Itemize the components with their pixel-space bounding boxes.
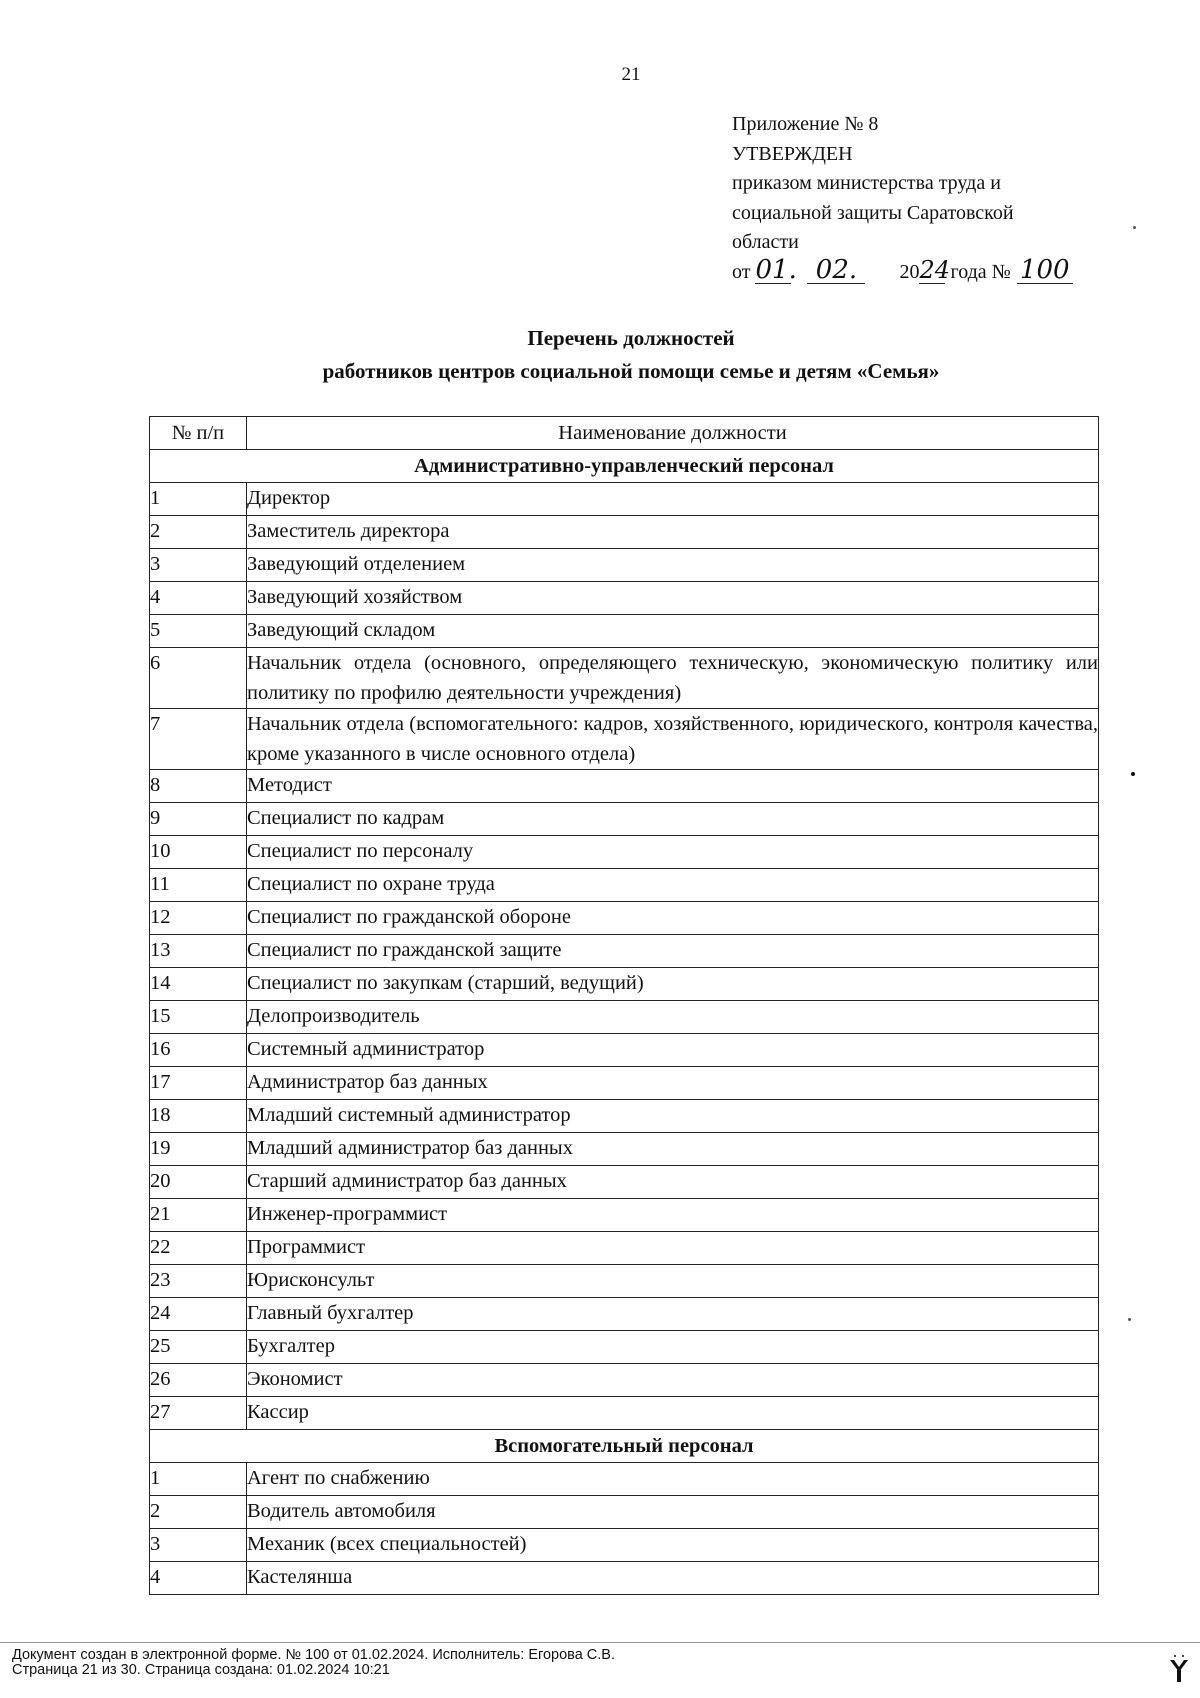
appendix-label: Приложение № 8 bbox=[732, 113, 879, 135]
row-number: 11 bbox=[150, 869, 247, 902]
table-row bbox=[150, 1496, 1099, 1529]
approval-block bbox=[732, 110, 1073, 288]
table-row bbox=[150, 1298, 1099, 1331]
scan-speck bbox=[1133, 226, 1136, 229]
row-position-name: Администратор баз данных bbox=[247, 1067, 1099, 1100]
row-number: 9 bbox=[150, 803, 247, 836]
table-row bbox=[150, 803, 1099, 836]
header-number: № п/п bbox=[150, 417, 247, 450]
row-number: 1 bbox=[150, 1463, 247, 1496]
scan-speck bbox=[1128, 1318, 1131, 1321]
row-number: 3 bbox=[150, 1529, 247, 1562]
table-row bbox=[150, 1199, 1099, 1232]
order-date-line bbox=[732, 254, 1073, 288]
handwritten-month: 02. bbox=[807, 257, 865, 284]
row-number: 1 bbox=[150, 483, 247, 516]
table-row bbox=[150, 935, 1099, 968]
footer-divider bbox=[0, 1642, 1200, 1643]
page-number: 21 bbox=[621, 64, 641, 85]
table-row bbox=[150, 1331, 1099, 1364]
row-number: 10 bbox=[150, 836, 247, 869]
section-row bbox=[150, 450, 1099, 483]
order-line-1: приказом министерства труда и bbox=[732, 172, 1001, 194]
row-position-name: Агент по снабжению bbox=[247, 1463, 1099, 1496]
row-number: 7 bbox=[150, 709, 247, 770]
title-line-2: работников центров социальной помощи семье и детям «Семья» bbox=[322, 359, 940, 383]
table-row bbox=[150, 483, 1099, 516]
row-number: 4 bbox=[150, 1562, 247, 1595]
footer-line-1: Документ создан в электронной форме. № 100 от 01.02.2024. Исполнитель: Егорова С.В. bbox=[12, 1647, 616, 1663]
row-number: 4 bbox=[150, 582, 247, 615]
row-number: 27 bbox=[150, 1397, 247, 1430]
year-word: года № bbox=[950, 260, 1011, 283]
row-position-name: Младший системный администратор bbox=[247, 1100, 1099, 1133]
row-position-name: Специалист по закупкам (старший, ведущий) bbox=[247, 968, 1099, 1001]
table-row bbox=[150, 1364, 1099, 1397]
row-position-name: Методист bbox=[247, 770, 1099, 803]
row-number: 20 bbox=[150, 1166, 247, 1199]
row-number: 19 bbox=[150, 1133, 247, 1166]
row-number: 23 bbox=[150, 1265, 247, 1298]
document-title bbox=[0, 322, 1200, 388]
row-position-name: Инженер-программист bbox=[247, 1199, 1099, 1232]
table-row bbox=[150, 1265, 1099, 1298]
table-row bbox=[150, 1166, 1099, 1199]
row-number: 16 bbox=[150, 1034, 247, 1067]
table-row bbox=[150, 1463, 1099, 1496]
table-row bbox=[150, 902, 1099, 935]
row-number: 26 bbox=[150, 1364, 247, 1397]
date-prefix: от bbox=[732, 260, 751, 283]
table-row bbox=[150, 1100, 1099, 1133]
row-number: 6 bbox=[150, 648, 247, 709]
table-row bbox=[150, 648, 1099, 709]
footer-line-2: Страница 21 из 30. Страница создана: 01.02.2024 10:21 bbox=[12, 1662, 390, 1678]
row-number: 2 bbox=[150, 1496, 247, 1529]
row-number: 17 bbox=[150, 1067, 247, 1100]
row-position-name: Специалист по гражданской обороне bbox=[247, 902, 1099, 935]
row-position-name: Специалист по охране труда bbox=[247, 869, 1099, 902]
row-position-name: Главный бухгалтер bbox=[247, 1298, 1099, 1331]
table-row bbox=[150, 1067, 1099, 1100]
row-number: 15 bbox=[150, 1001, 247, 1034]
table-row bbox=[150, 968, 1099, 1001]
row-position-name: Водитель автомобиля bbox=[247, 1496, 1099, 1529]
handwritten-day: 01. bbox=[755, 254, 797, 285]
table-row bbox=[150, 1034, 1099, 1067]
table-row bbox=[150, 582, 1099, 615]
table-row bbox=[150, 869, 1099, 902]
row-position-name: Начальник отдела (основного, определяющего техническую, экономическую политику или политику по профилю деятельности учреждения) bbox=[247, 648, 1099, 709]
row-number: 8 bbox=[150, 770, 247, 803]
row-position-name: Специалист по гражданской защите bbox=[247, 935, 1099, 968]
row-number: 2 bbox=[150, 516, 247, 549]
footer bbox=[12, 1648, 615, 1678]
table-row bbox=[150, 709, 1099, 770]
row-position-name: Экономист bbox=[247, 1364, 1099, 1397]
year-prefix: 20 bbox=[899, 260, 920, 283]
row-number: 12 bbox=[150, 902, 247, 935]
table-row bbox=[150, 615, 1099, 648]
table-row bbox=[150, 1562, 1099, 1595]
section-title: Вспомогательный персонал bbox=[150, 1430, 1099, 1463]
row-position-name: Специалист по кадрам bbox=[247, 803, 1099, 836]
row-number: 3 bbox=[150, 549, 247, 582]
section-title: Административно-управленческий персонал bbox=[150, 450, 1099, 483]
row-number: 13 bbox=[150, 935, 247, 968]
table-row bbox=[150, 1001, 1099, 1034]
table-row bbox=[150, 836, 1099, 869]
row-number: 14 bbox=[150, 968, 247, 1001]
row-position-name: Старший администратор баз данных bbox=[247, 1166, 1099, 1199]
table-row bbox=[150, 1397, 1099, 1430]
table-row bbox=[150, 1529, 1099, 1562]
row-number: 18 bbox=[150, 1100, 247, 1133]
row-position-name: Делопроизводитель bbox=[247, 1001, 1099, 1034]
approved-label: УТВЕРЖДЕН bbox=[732, 142, 853, 165]
row-number: 25 bbox=[150, 1331, 247, 1364]
row-position-name: Кассир bbox=[247, 1397, 1099, 1430]
row-position-name: Заведующий хозяйством bbox=[247, 582, 1099, 615]
section-row bbox=[150, 1430, 1099, 1463]
row-number: 24 bbox=[150, 1298, 247, 1331]
order-line-2: социальной защиты Саратовской bbox=[732, 201, 1014, 224]
header-position-name: Наименование должности bbox=[247, 417, 1099, 450]
row-number: 21 bbox=[150, 1199, 247, 1232]
row-position-name: Заместитель директора bbox=[247, 516, 1099, 549]
positions-table bbox=[149, 416, 1099, 1595]
coat-of-arms-icon bbox=[1168, 1654, 1190, 1684]
table-row bbox=[150, 549, 1099, 582]
row-position-name: Механик (всех специальностей) bbox=[247, 1529, 1099, 1562]
row-position-name: Начальник отдела (вспомогательного: кадров, хозяйственного, юридического, контроля качества, кроме указанного в числе основного отдела) bbox=[247, 709, 1099, 770]
row-position-name: Системный администратор bbox=[247, 1034, 1099, 1067]
handwritten-order-number: 100 bbox=[1017, 257, 1073, 284]
row-number: 5 bbox=[150, 615, 247, 648]
table-row bbox=[150, 516, 1099, 549]
table-header-row bbox=[150, 417, 1099, 450]
title-line-1: Перечень должностей bbox=[527, 326, 735, 350]
row-position-name: Юрисконсульт bbox=[247, 1265, 1099, 1298]
row-position-name: Младший администратор баз данных bbox=[247, 1133, 1099, 1166]
row-position-name: Специалист по персоналу bbox=[247, 836, 1099, 869]
row-position-name: Программист bbox=[247, 1232, 1099, 1265]
row-position-name: Кастелянша bbox=[247, 1562, 1099, 1595]
handwritten-year: 24 bbox=[919, 255, 951, 284]
row-position-name: Заведующий складом bbox=[247, 615, 1099, 648]
table-row bbox=[150, 1133, 1099, 1166]
row-number: 22 bbox=[150, 1232, 247, 1265]
row-position-name: Директор bbox=[247, 483, 1099, 516]
scan-speck bbox=[1131, 772, 1135, 776]
table-row bbox=[150, 770, 1099, 803]
table-row bbox=[150, 1232, 1099, 1265]
row-position-name: Заведующий отделением bbox=[247, 549, 1099, 582]
row-position-name: Бухгалтер bbox=[247, 1331, 1099, 1364]
order-line-3: области bbox=[732, 231, 799, 253]
